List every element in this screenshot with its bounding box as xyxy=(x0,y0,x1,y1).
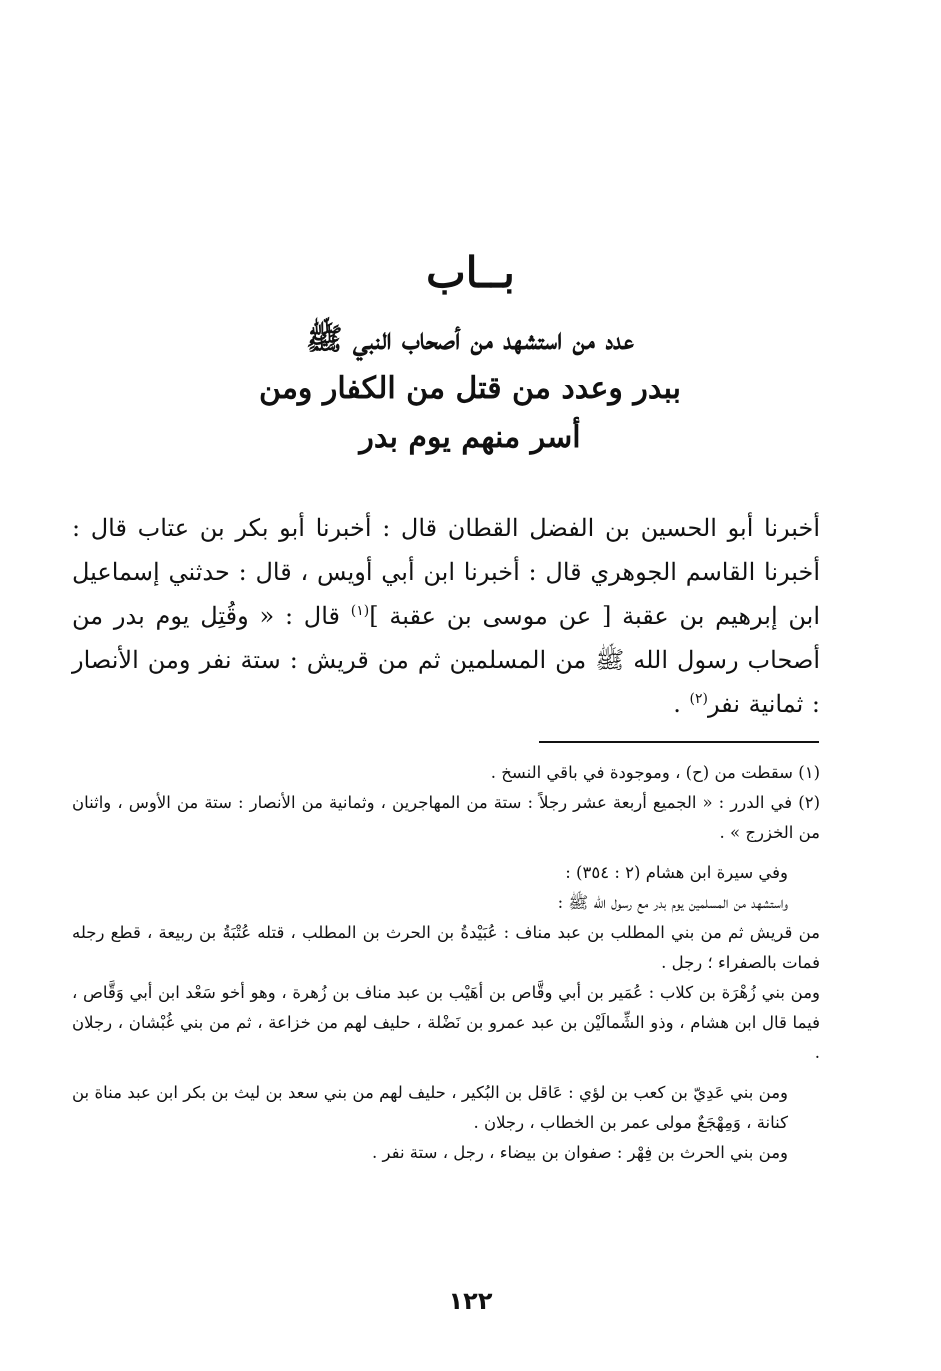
chapter-title-line-3: أسر منهم يوم بدر xyxy=(359,420,581,455)
footnote-marker-1: (١) xyxy=(350,603,370,619)
zuhra-martyrs: ومن بني زُهْرَة بن كلاب : عُمَير بن أبي وقَّاص بن أهَيْب بن عبد مناف بن زُهرة ، وهو أخو سَعْد ابن أبي وَقَّاص ، فيما قال ابن هشام ، وذو الشِّمالَيْن بن عبد عمرو بن نَضْلة ، حليف لهم من خزاعة ، ثم من بني غُبْشان ، رجلان . xyxy=(72,983,820,1062)
page-number: ١٢٢ xyxy=(448,1287,493,1315)
chapter-title-line-2: ببدر وعدد من قتل من الكفار ومن xyxy=(259,371,681,406)
sira-intro: واستشهد من المسلمين يوم بدر مع رسول الله ﷺ : xyxy=(557,893,788,912)
footnotes xyxy=(72,758,820,1168)
sira-reference: وفي سيرة ابن هشام (٢ : ٣٥٤) : xyxy=(565,863,788,882)
adi-martyrs: ومن بني عَدِيّ بن كعب بن لؤي : عَاقل بن البُكير ، حليف لهم من بني سعد بن ليث بن بكر ابن عبد مناة بن كنانة ، وَمِهْجَعٌ مولى عمر بن الخطاب ، رجلان . xyxy=(72,1083,788,1132)
footnote-marker-2: (٢) xyxy=(689,691,708,707)
footnote-separator xyxy=(539,741,819,743)
narration-part-1: أخبرنا أبو الحسين بن الفضل القطان قال : أخبرنا أبو بكر بن عتاب قال : أخبرنا القاسم الجوهري قال : أخبرنا ابن أبي أويس ، قال : حدثني إسماعيل ابن إبرهيم بن عقبة [ عن موسى بن عقبة ] xyxy=(72,514,820,630)
narration-part-2: قال : « وقُتِل يوم بدر من أصحاب رسول الله ﷺ من المسلمين ثم من قريش : ستة نفر ومن الأنصار : ثمانية نفر xyxy=(72,602,821,718)
harith-martyrs: ومن بني الحرث بن فِهْر : صفوان بن بيضاء ، رجل ، ستة نفر . xyxy=(372,1143,788,1162)
footnote-1: (١) سقطت من (ح) ، وموجودة في باقي النسخ . xyxy=(490,763,820,782)
chapter-title-line-1: عدد من استشهد من أصحاب النبي ﷺ xyxy=(306,322,634,357)
narration-part-3: . xyxy=(673,690,690,718)
narration-paragraph xyxy=(72,506,820,726)
footnote-2: (٢) في الدرر : « الجميع أربعة عشر رجلاً : ستة من المهاجرين ، وثمانية من الأنصار : ستة من الأوس ، واثنان من الخزرج » . xyxy=(72,793,820,842)
main-narration xyxy=(72,506,820,726)
chapter-title xyxy=(170,315,770,462)
quraysh-martyrs: من قريش ثم من بني المطلب بن عبد مناف : عُبَيْدةُ بن الحرث بن المطلب ، قتله عُتْبَةُ بن ربيعة ، قطع رجله فمات بالصفراء ؛ رجل . xyxy=(72,923,820,972)
chapter-heading: بــاب xyxy=(426,248,515,297)
